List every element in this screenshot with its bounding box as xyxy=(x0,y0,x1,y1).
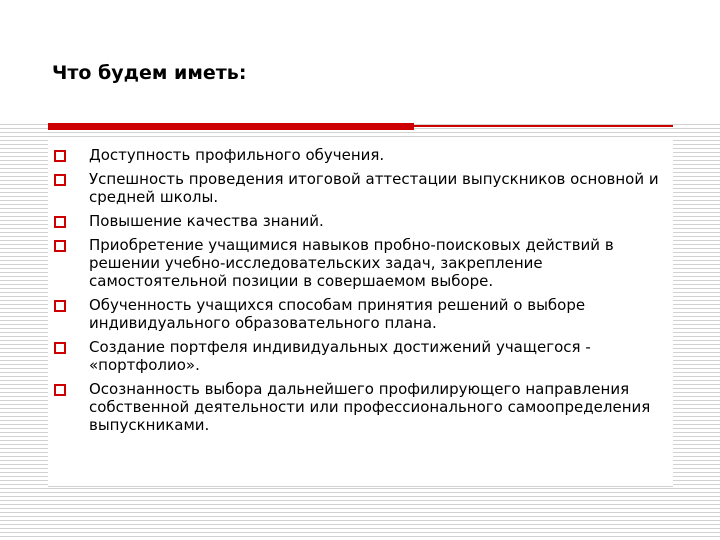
list-item xyxy=(52,170,662,206)
hollow-square-bullet-icon xyxy=(54,384,66,396)
hollow-square-bullet-icon xyxy=(54,216,66,228)
list-item-text: Приобретение учащимися навыков пробно-поисковых действий в решении учебно-исследовательских задач, закрепление самостоятельной позиции в совершаемом выборе. xyxy=(89,236,614,290)
list-item-text: Осознанность выбора дальнейшего профилирующего направления собственной деятельности или профессионального самоопределения выпускниками. xyxy=(89,380,651,434)
bottom-divider xyxy=(48,486,673,487)
list-item xyxy=(52,296,662,332)
slide-title: Что будем иметь: xyxy=(52,62,247,84)
hollow-square-bullet-icon xyxy=(54,174,66,186)
list-item-text: Создание портфеля индивидуальных достижений учащегося - «портфолио». xyxy=(89,338,591,374)
bullet-list xyxy=(52,146,662,440)
hollow-square-bullet-icon xyxy=(54,300,66,312)
hollow-square-bullet-icon xyxy=(54,240,66,252)
list-item xyxy=(52,236,662,290)
list-item-text: Обученность учащихся способам принятия решений о выборе индивидуального образовательного плана. xyxy=(89,296,586,332)
list-item xyxy=(52,212,662,230)
list-item-text: Успешность проведения итоговой аттестации выпускников основной и средней школы. xyxy=(89,170,659,206)
title-underline-line xyxy=(414,125,673,127)
list-item-text: Повышение качества знаний. xyxy=(89,212,324,230)
list-item xyxy=(52,380,662,434)
list-item-text: Доступность профильного обучения. xyxy=(89,146,385,164)
hollow-square-bullet-icon xyxy=(54,150,66,162)
list-item xyxy=(52,146,662,164)
title-underline-accent xyxy=(48,123,414,130)
list-item xyxy=(52,338,662,374)
hollow-square-bullet-icon xyxy=(54,342,66,354)
